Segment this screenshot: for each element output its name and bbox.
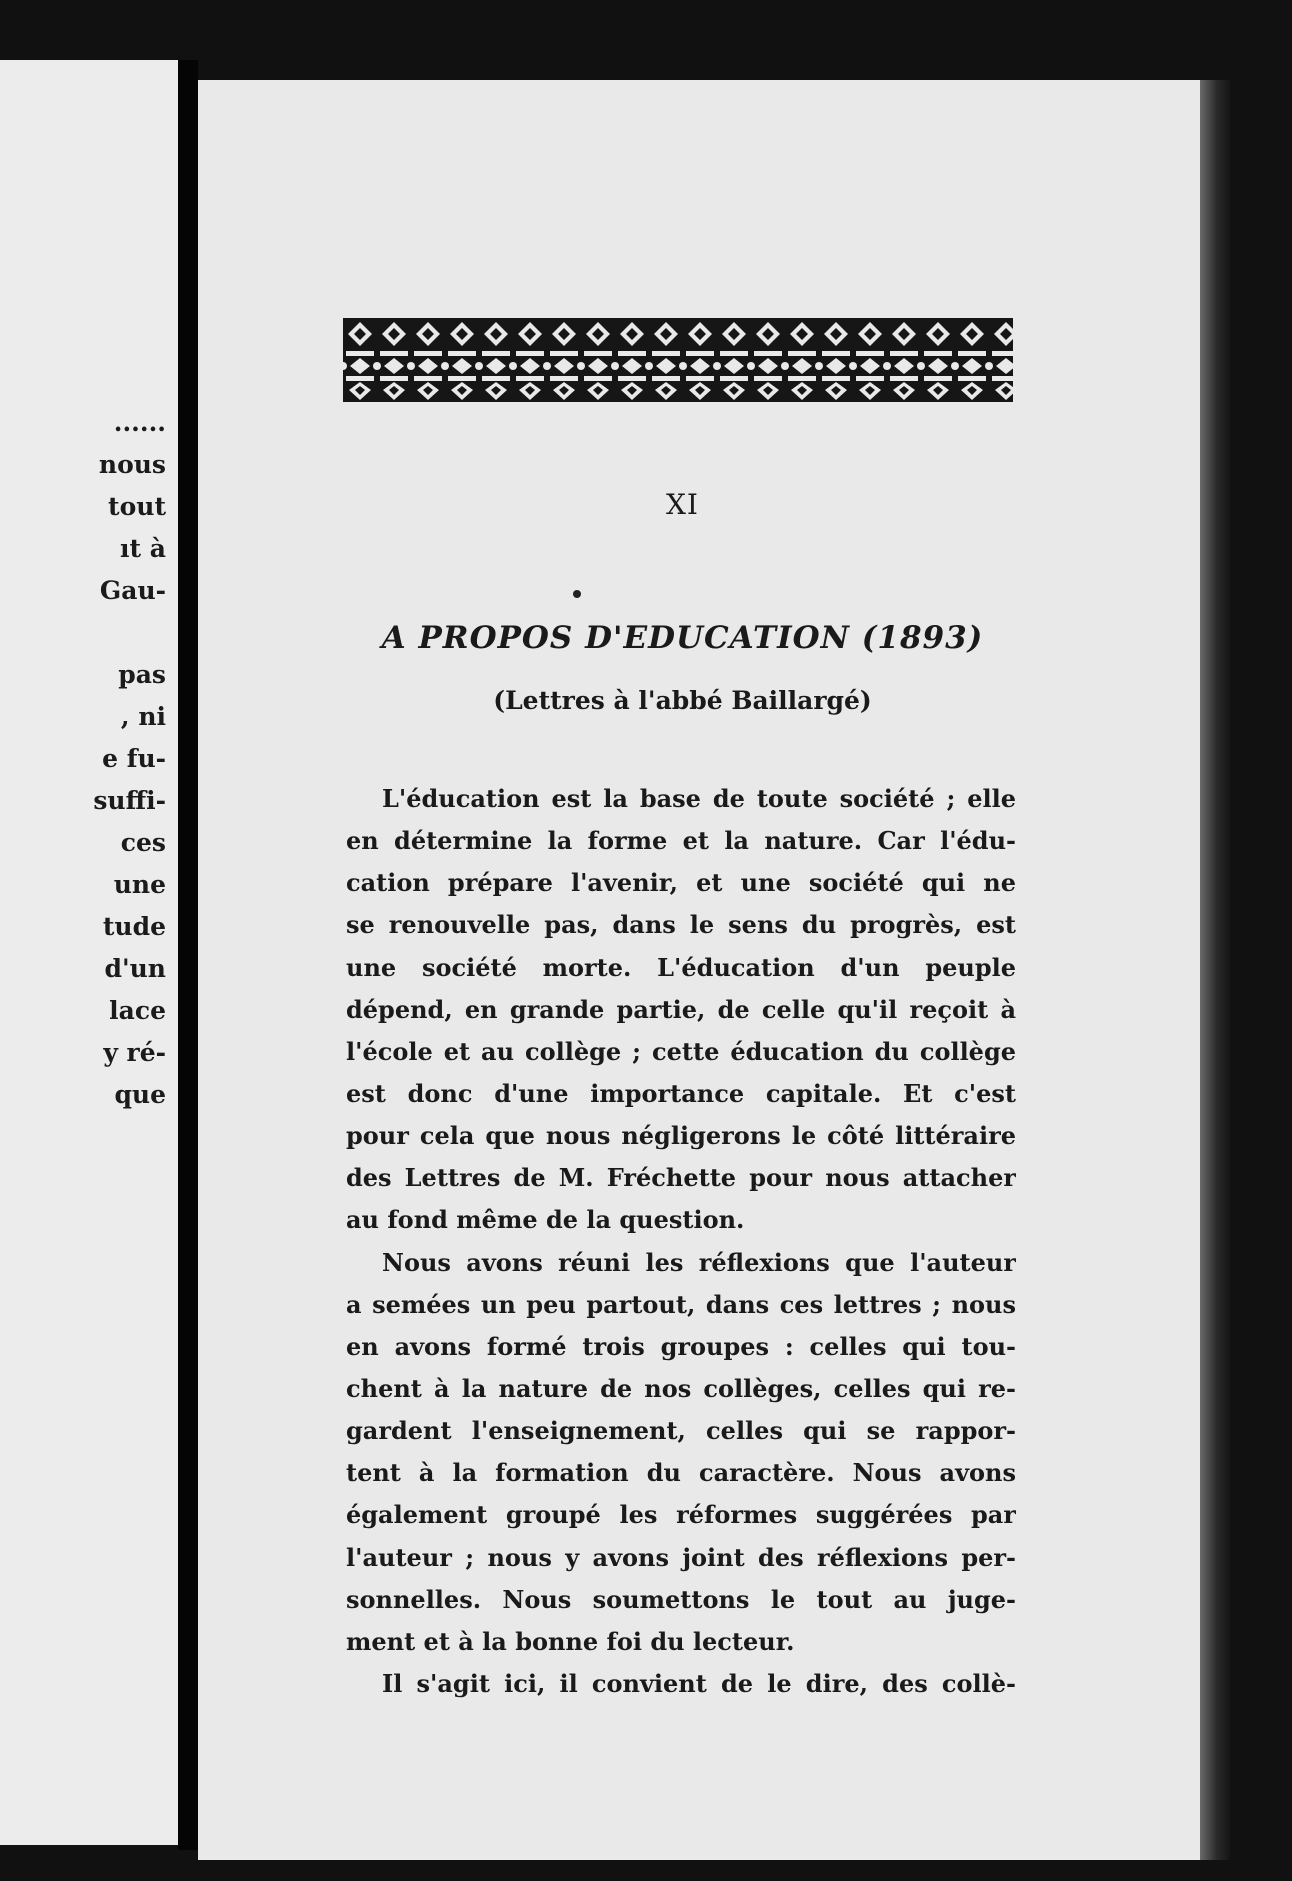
text-line: une société morte. L'éducation d'un peuple: [346, 952, 1016, 982]
chapter-number: XI: [666, 488, 699, 521]
left-line: , ni: [120, 702, 166, 731]
left-page: [0, 60, 178, 1845]
text-line: Il s'agit ici, il convient de le dire, des collè-: [382, 1668, 1016, 1698]
text-line: se renouvelle pas, dans le sens du progrès, est: [346, 910, 1016, 940]
text-line: est donc d'une importance capitale. Et c'est: [346, 1078, 1016, 1108]
left-line: pas: [118, 660, 166, 689]
text-line: pour cela que nous négligerons le côté littéraire: [346, 1121, 1016, 1151]
left-line: tout: [108, 492, 166, 521]
left-line: ces: [120, 828, 166, 857]
ornament-band: [343, 318, 1013, 402]
text-line: des Lettres de M. Fréchette pour nous attacher: [346, 1163, 1016, 1193]
text-line: ment et à la bonne foi du lecteur.: [346, 1626, 795, 1656]
text-line: l'école et au collège ; cette éducation du collège: [346, 1036, 1016, 1066]
left-line: d'un: [104, 954, 166, 983]
chapter-subtitle: (Lettres à l'abbé Baillargé): [493, 686, 872, 715]
text-line: en avons formé trois groupes : celles qui tou-: [346, 1331, 1016, 1361]
text-line: en détermine la forme et la nature. Car l'édu-: [346, 826, 1016, 856]
page-edge: [1200, 80, 1230, 1860]
left-line: ......: [113, 408, 166, 437]
text-line: a semées un peu partout, dans ces lettres ; nous: [346, 1289, 1016, 1319]
text-line: Nous avons réuni les réflexions que l'auteur: [382, 1247, 1016, 1277]
left-line: ıt à: [120, 534, 166, 563]
text-line: cation prépare l'avenir, et une société qui ne: [346, 868, 1016, 898]
left-line: y ré-: [103, 1038, 166, 1067]
text-line: chent à la nature de nos collèges, celles qui re-: [346, 1373, 1016, 1403]
chapter-title: A PROPOS D'EDUCATION (1893): [381, 620, 984, 656]
text-line: sonnelles. Nous soumettons le tout au juge-: [346, 1584, 1016, 1614]
left-line: lace: [109, 996, 166, 1025]
book-gutter: [178, 60, 198, 1850]
text-line: au fond même de la question.: [346, 1205, 745, 1235]
ink-dot: [573, 590, 581, 598]
text-line: l'auteur ; nous y avons joint des réflexions per-: [346, 1542, 1016, 1572]
left-line: suffi-: [93, 786, 166, 815]
left-line: Gau-: [99, 576, 166, 605]
left-line: une: [113, 870, 166, 899]
text-line: dépend, en grande partie, de celle qu'il reçoit à: [346, 994, 1016, 1024]
body-text: [346, 778, 1016, 1705]
left-line: tude: [102, 912, 166, 941]
left-line: nous: [98, 450, 166, 479]
text-line: également groupé les réformes suggérées par: [346, 1500, 1016, 1530]
left-line: que: [114, 1080, 166, 1109]
left-line: e fu-: [102, 744, 166, 773]
text-line: L'éducation est la base de toute société ; elle: [382, 784, 1016, 813]
text-line: gardent l'enseignement, celles qui se rappor-: [346, 1416, 1016, 1446]
text-line: tent à la formation du caractère. Nous avons: [346, 1458, 1016, 1488]
